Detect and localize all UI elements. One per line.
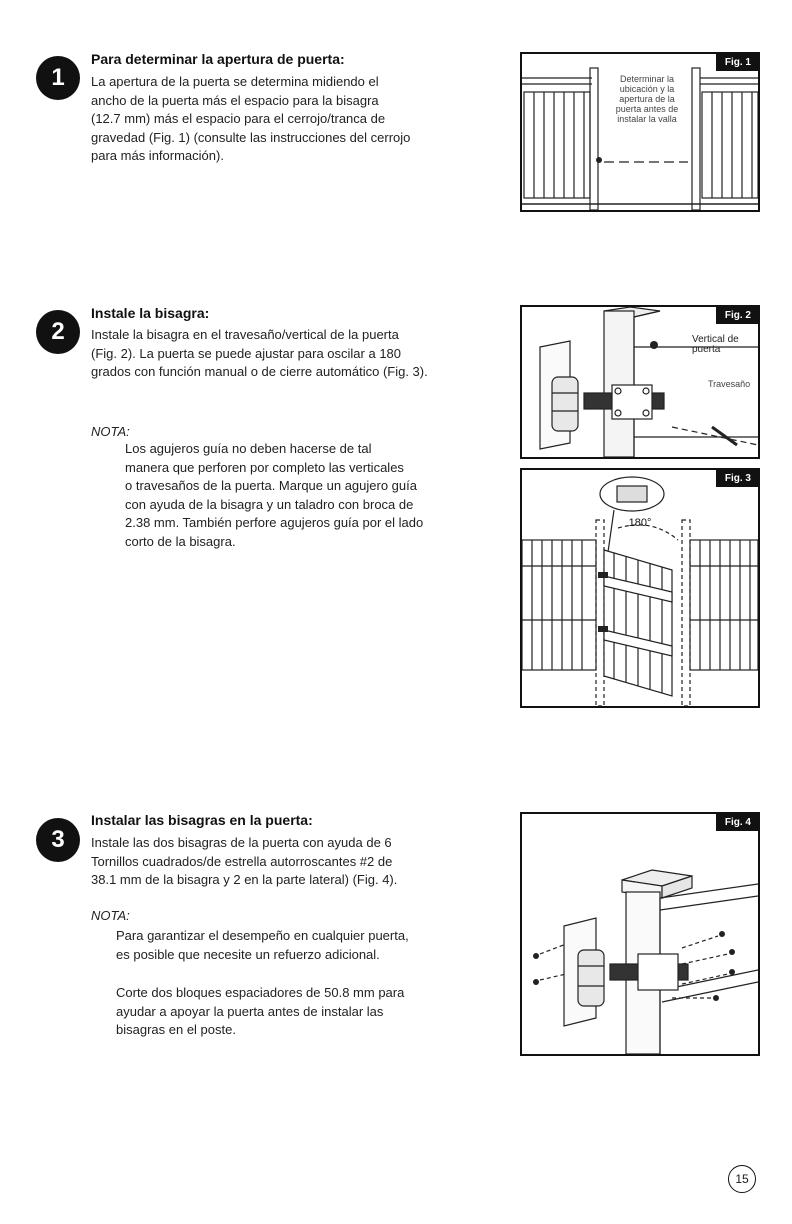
step-3-number: 3: [36, 818, 80, 862]
text-line: con ayuda de la bisagra y un taladro con broca de: [125, 496, 414, 512]
step-3-nota-text-2: [116, 984, 516, 1040]
text-line: bisagras en el poste.: [116, 1022, 236, 1037]
text-line: Tornillos cuadrados/de estrella autorroscantes #2 de: [91, 853, 393, 869]
step-3-nota-label: NOTA:: [91, 908, 130, 923]
gate-swing-180-illustration: [522, 470, 758, 706]
text-line: 38.1 mm de la bisagra y 2 en la parte lateral) (Fig. 4).: [91, 872, 398, 887]
step-2-nota-label: NOTA:: [91, 424, 130, 439]
text-line: o travesaños de la puerta. Marque un agujero guía: [125, 478, 417, 493]
figure-1-tag: Fig. 1: [716, 54, 758, 71]
figure-2-label-travesano: Travesaño: [708, 379, 751, 389]
text-line: para más información).: [91, 148, 224, 163]
step-3-nota-text: [116, 927, 516, 964]
text-line: Instale la bisagra en el travesaño/vertical de la puerta: [91, 327, 399, 342]
text-line: manera que perforen por completo las verticales: [125, 459, 404, 475]
text-line: Instale las dos bisagras de la puerta con ayuda de 6: [91, 835, 392, 850]
note-line: ubicación y la: [619, 84, 675, 94]
figure-3-tag: Fig. 3: [716, 470, 758, 487]
note-line: Determinar la: [619, 74, 675, 84]
text-line: Los agujeros guía no deben hacerse de tal: [125, 441, 372, 456]
note-line: apertura de la: [619, 94, 675, 104]
text-line: (Fig. 2). La puerta se puede ajustar para oscilar a 180: [91, 345, 402, 361]
step-3-text: [91, 834, 511, 890]
hinges-screws-illustration: [522, 814, 758, 1054]
text-line: es posible que necesite un refuerzo adicional.: [116, 946, 380, 962]
label-line: Vertical de: [692, 334, 739, 345]
text-line: gravedad (Fig. 1) (consulte las instrucciones del cerrojo: [91, 129, 411, 145]
text-line: Para garantizar el desempeño en cualquier puerta,: [116, 928, 409, 943]
step-2-number: 2: [36, 310, 80, 354]
text-line: La apertura de la puerta se determina midiendo el: [91, 74, 379, 89]
note-line: instalar la valla: [617, 114, 677, 124]
text-line: Corte dos bloques espaciadores de 50.8 mm para: [116, 985, 405, 1000]
text-line: grados con función manual o de cierre automático (Fig. 3).: [91, 364, 428, 379]
step-3-heading: Instalar las bisagras en la puerta:: [91, 812, 313, 828]
note-line: puerta antes de: [615, 104, 679, 114]
page-number: 15: [728, 1165, 756, 1193]
text-line: (12.7 mm) más el espacio para el cerrojo/tranca de: [91, 111, 386, 126]
figure-4-tag: Fig. 4: [716, 814, 758, 831]
figure-2-label-vertical: [692, 335, 758, 355]
figure-1: [520, 52, 760, 212]
step-1-text: [91, 73, 511, 166]
text-line: corto de la bisagra.: [125, 533, 236, 549]
step-1-number: 1: [36, 56, 80, 100]
step-2-heading: Instale la bisagra:: [91, 305, 210, 321]
step-1-heading: Para determinar la apertura de puerta:: [91, 51, 345, 67]
text-line: ancho de la puerta más el espacio para la bisagra: [91, 92, 379, 108]
label-line: puerta: [692, 344, 721, 355]
figure-2: [520, 305, 760, 459]
figure-3: [520, 468, 760, 708]
figure-1-note: [606, 74, 688, 124]
text-line: 2.38 mm. También perfore agujeros guía por el lado: [125, 515, 424, 530]
step-2-text: [91, 326, 511, 382]
figure-4: [520, 812, 760, 1056]
step-2-nota-text: [125, 440, 515, 551]
figure-2-tag: Fig. 2: [716, 307, 758, 324]
text-line: ayudar a apoyar la puerta antes de instalar las: [116, 1003, 384, 1019]
figure-3-angle-label: 180°: [628, 517, 652, 529]
